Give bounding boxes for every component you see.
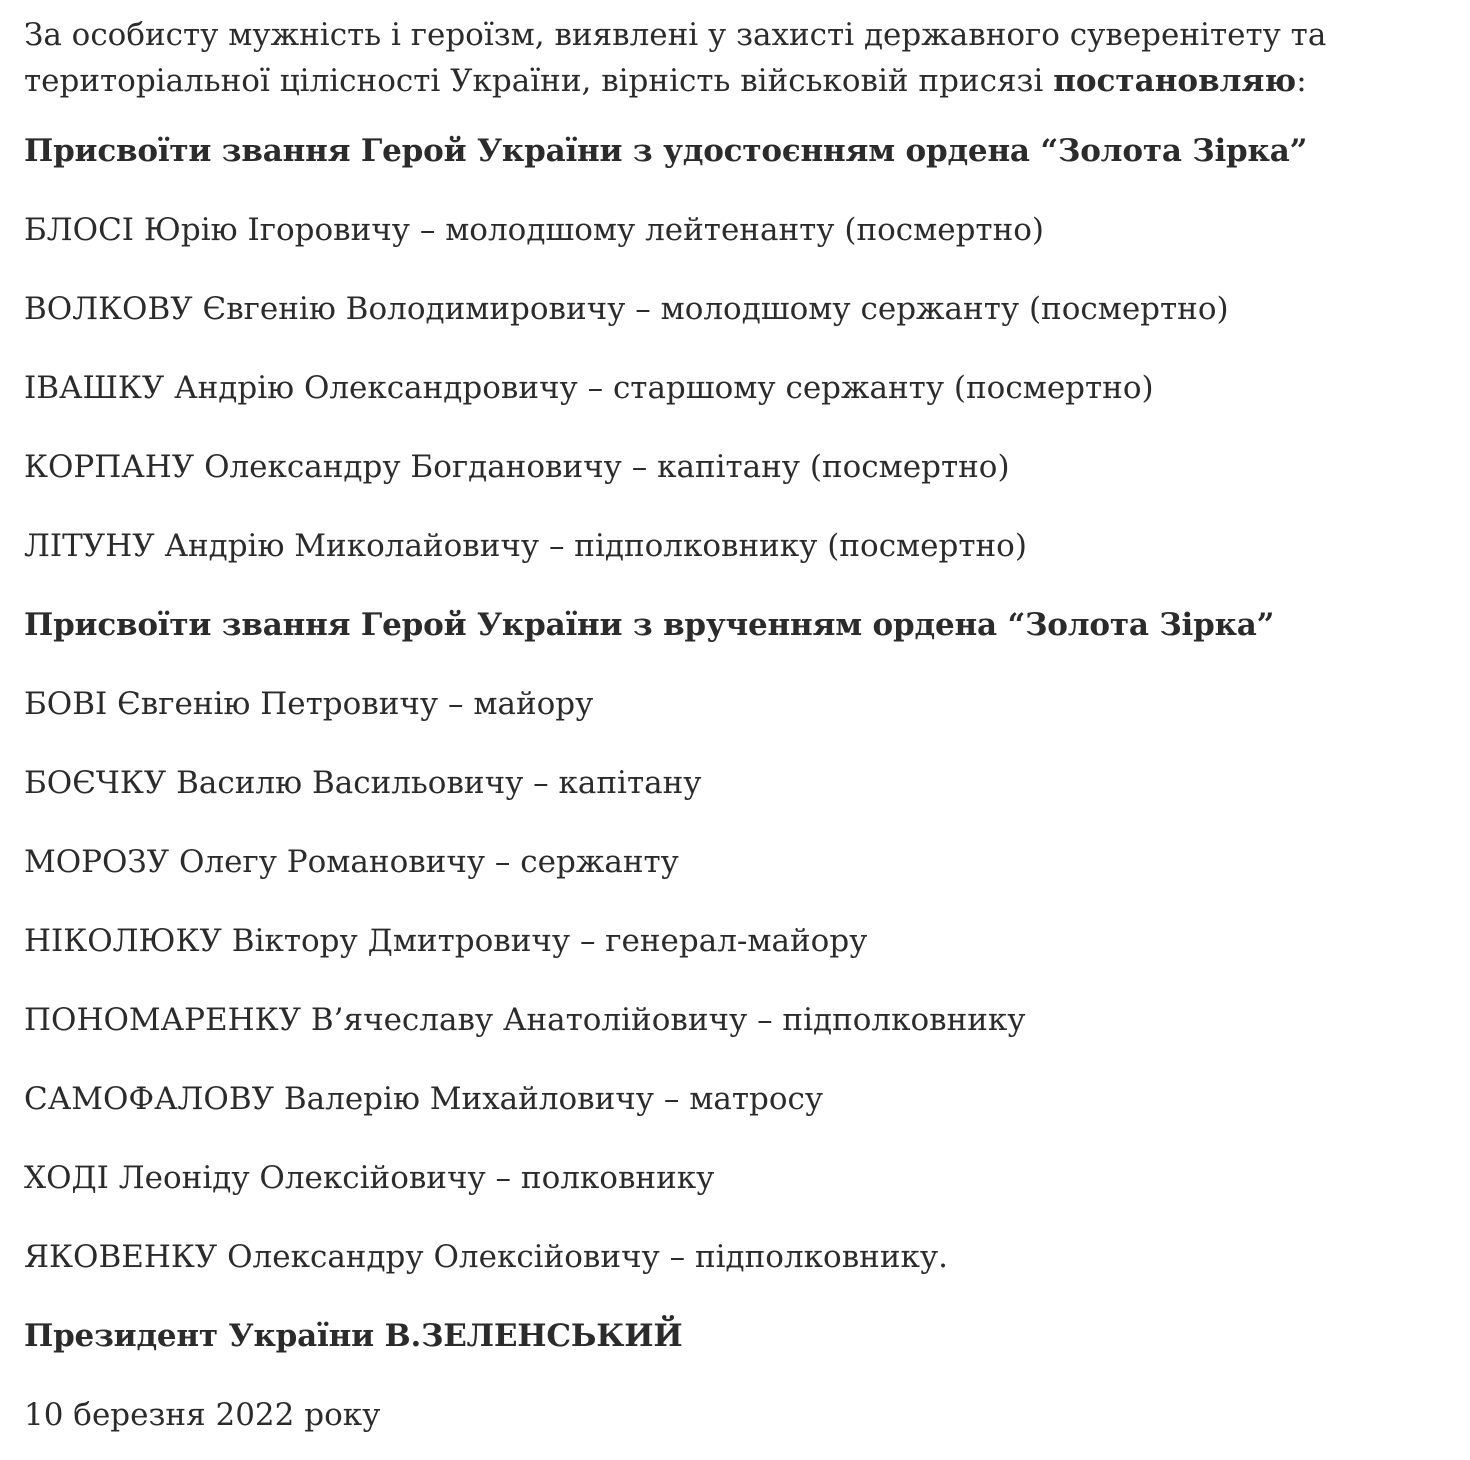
list-item: НІКОЛЮКУ Віктору Дмитровичу – генерал-майору: [24, 923, 868, 959]
list-item: ЛІТУНУ Андрію Миколайовичу – підполковнику (посмертно): [24, 528, 1027, 564]
list-item: ХОДІ Леоніду Олексійовичу – полковнику: [24, 1160, 715, 1196]
intro-bold-word: постановляю: [1053, 63, 1297, 99]
intro-text: За особисту мужність і героїзм, виявлені у захисті державного суверенітету та територіальної цілісності України, вірність військовій присязі: [24, 17, 1327, 99]
list-item: ЯКОВЕНКУ Олександру Олексійовичу – підполковнику.: [24, 1239, 948, 1275]
list-item: БЛОСІ Юрію Ігоровичу – молодшому лейтенанту (посмертно): [24, 212, 1045, 248]
section2-heading: Присвоїти звання Герой України з врученням ордена “Золота Зірка”: [24, 607, 1275, 643]
list-item: САМОФАЛОВУ Валерію Михайловичу – матросу: [24, 1081, 824, 1117]
intro-colon: :: [1296, 63, 1307, 99]
list-item: ІВАШКУ Андрію Олександровичу – старшому сержанту (посмертно): [24, 370, 1154, 406]
list-item: БОВІ Євгенію Петровичу – майору: [24, 686, 594, 722]
list-item: ВОЛКОВУ Євгенію Володимировичу – молодшому сержанту (посмертно): [24, 291, 1229, 327]
list-item: МОРОЗУ Олегу Романовичу – сержанту: [24, 844, 679, 880]
signature: Президент України В.ЗЕЛЕНСЬКИЙ: [24, 1318, 683, 1354]
intro-paragraph: [24, 12, 1446, 104]
list-item: БОЄЧКУ Василю Васильовичу – капітану: [24, 765, 702, 801]
section1-heading: Присвоїти звання Герой України з удостоєнням ордена “Золота Зірка”: [24, 133, 1308, 169]
list-item: КОРПАНУ Олександру Богдановичу – капітану (посмертно): [24, 449, 1010, 485]
decree-date: 10 березня 2022 року: [24, 1397, 381, 1433]
list-item: ПОНОМАРЕНКУ В’ячеславу Анатолійовичу – підполковнику: [24, 1002, 1026, 1038]
